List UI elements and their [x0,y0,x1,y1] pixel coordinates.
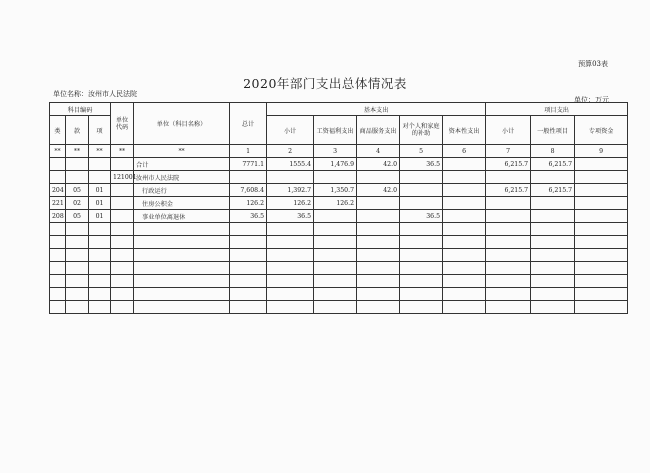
cell-salary [314,249,357,262]
cell-special [575,301,628,314]
cell-total: 126.2 [230,197,267,210]
cell-total: 7771.1 [230,158,267,171]
cell-general: 6,215.7 [531,158,575,171]
unit-name: 单位名称：汝州市人民法院 [53,90,137,98]
table-row [50,236,628,249]
code-cell: 5 [400,145,443,158]
cell-org [111,275,134,288]
cell-lei [50,301,66,314]
cell-org [111,184,134,197]
header-special: 专项资金 [575,116,628,145]
cell-xiang [89,301,111,314]
cell-personal: 36.5 [400,210,443,223]
cell-special [575,275,628,288]
cell-xiang [89,171,111,184]
cell-lei [50,158,66,171]
cell-kuan [66,249,89,262]
code-cell: 9 [575,145,628,158]
code-cell: ** [89,145,111,158]
cell-name: 汝州市人民法院 [134,171,230,184]
cell-org [111,249,134,262]
cell-capital [443,288,486,301]
cell-kuan: 05 [66,184,89,197]
table-row [50,262,628,275]
cell-kuan: 05 [66,210,89,223]
page-title: 2020年部门支出总体情况表 [243,76,407,91]
cell-capital [443,275,486,288]
cell-general [531,223,575,236]
cell-xiang: 01 [89,210,111,223]
cell-goods [357,197,400,210]
code-cell: ** [66,145,89,158]
cell-kuan [66,171,89,184]
cell-lei [50,288,66,301]
cell-general [531,275,575,288]
cell-org [111,158,134,171]
cell-capital [443,301,486,314]
code-cell: 8 [531,145,575,158]
cell-total [230,275,267,288]
cell-capital [443,210,486,223]
cell-personal [400,288,443,301]
cell-org [111,197,134,210]
cell-salary: 1,476.9 [314,158,357,171]
cell-goods [357,288,400,301]
cell-general [531,236,575,249]
cell-name [134,275,230,288]
cell-salary [314,171,357,184]
cell-lei [50,275,66,288]
cell-sub [267,171,314,184]
cell-capital [443,249,486,262]
cell-special [575,223,628,236]
code-cell: 6 [443,145,486,158]
cell-lei: 204 [50,184,66,197]
cell-name: 事业单位离退休 [134,210,230,223]
cell-special [575,171,628,184]
header-subtotal: 小计 [267,116,314,145]
cell-psub [486,210,531,223]
cell-psub: 6,215.7 [486,184,531,197]
cell-name [134,301,230,314]
cell-capital [443,184,486,197]
cell-personal [400,171,443,184]
cell-general [531,210,575,223]
cell-capital [443,197,486,210]
cell-psub [486,223,531,236]
header-salary: 工资福利支出 [314,116,357,145]
table-row [50,301,628,314]
cell-general [531,301,575,314]
cell-goods [357,171,400,184]
cell-xiang [89,262,111,275]
table-row [50,210,628,223]
cell-lei [50,262,66,275]
cell-psub [486,171,531,184]
cell-name: 住房公积金 [134,197,230,210]
cell-personal: 36.5 [400,158,443,171]
cell-capital [443,262,486,275]
cell-goods [357,249,400,262]
expenditure-table [49,102,628,314]
cell-salary [314,275,357,288]
header-basic: 基本支出 [267,103,486,116]
cell-salary [314,262,357,275]
cell-name: 合计 [134,158,230,171]
cell-goods: 42.0 [357,184,400,197]
cell-kuan: 02 [66,197,89,210]
cell-total [230,236,267,249]
header-goods: 商品服务支出 [357,116,400,145]
cell-personal [400,301,443,314]
cell-goods [357,262,400,275]
code-cell: 3 [314,145,357,158]
cell-personal [400,249,443,262]
cell-general [531,171,575,184]
cell-sub [267,236,314,249]
cell-name [134,249,230,262]
cell-psub: 6,215.7 [486,158,531,171]
header-personal: 对个人和家庭的补助 [400,116,443,145]
header-lei: 类 [50,116,66,145]
cell-salary [314,223,357,236]
cell-kuan [66,158,89,171]
header-row-1 [50,103,628,116]
cell-kuan [66,223,89,236]
cell-special [575,262,628,275]
cell-org [111,210,134,223]
cell-capital [443,223,486,236]
cell-special [575,158,628,171]
cell-sub: 126.2 [267,197,314,210]
cell-name: 行政运行 [134,184,230,197]
header-general: 一般性项目 [531,116,575,145]
code-cell: ** [111,145,134,158]
cell-kuan [66,236,89,249]
header-xiang: 项 [89,116,111,145]
cell-special [575,288,628,301]
cell-kuan [66,262,89,275]
cell-sub: 1555.4 [267,158,314,171]
code-cell: 4 [357,145,400,158]
cell-psub [486,249,531,262]
header-project: 项目支出 [486,103,628,116]
cell-xiang [89,236,111,249]
cell-personal [400,184,443,197]
cell-kuan [66,275,89,288]
table-row [50,171,628,184]
cell-goods [357,210,400,223]
cell-personal [400,262,443,275]
cell-lei: 221 [50,197,66,210]
cell-xiang [89,288,111,301]
cell-psub [486,288,531,301]
cell-xiang [89,275,111,288]
cell-psub [486,197,531,210]
cell-personal [400,223,443,236]
cell-personal [400,197,443,210]
cell-org [111,301,134,314]
cell-sub [267,301,314,314]
cell-xiang [89,223,111,236]
cell-general [531,197,575,210]
table-row [50,275,628,288]
cell-kuan [66,288,89,301]
cell-lei [50,171,66,184]
cell-sub [267,249,314,262]
cell-special [575,210,628,223]
cell-sub [267,223,314,236]
cell-general: 6,215.7 [531,184,575,197]
table-row [50,184,628,197]
cell-capital [443,158,486,171]
cell-capital [443,171,486,184]
cell-total [230,171,267,184]
cell-special [575,197,628,210]
cell-psub [486,301,531,314]
cell-special [575,249,628,262]
code-cell: 1 [230,145,267,158]
cell-xiang [89,158,111,171]
header-project-subtotal: 小计 [486,116,531,145]
cell-name [134,236,230,249]
cell-org [111,236,134,249]
table-row [50,158,628,171]
cell-total: 36.5 [230,210,267,223]
cell-name [134,223,230,236]
cell-sub [267,288,314,301]
table-row [50,249,628,262]
data-rows [50,158,628,314]
cell-salary: 126.2 [314,197,357,210]
cell-name [134,262,230,275]
cell-total [230,249,267,262]
header-org-code: 单位代码 [111,103,134,145]
cell-lei [50,223,66,236]
cell-psub [486,262,531,275]
cell-salary [314,236,357,249]
table-row [50,197,628,210]
cell-psub [486,236,531,249]
cell-goods: 42.0 [357,158,400,171]
cell-capital [443,236,486,249]
cell-xiang [89,249,111,262]
cell-goods [357,236,400,249]
header-kuan: 款 [66,116,89,145]
cell-goods [357,301,400,314]
cell-personal [400,275,443,288]
cell-special [575,184,628,197]
cell-salary [314,288,357,301]
cell-kuan [66,301,89,314]
cell-total: 7,608.4 [230,184,267,197]
code-cell: 7 [486,145,531,158]
cell-psub [486,275,531,288]
header-subject-code: 科目编码 [50,103,111,116]
cell-sub: 1,392.7 [267,184,314,197]
cell-goods [357,223,400,236]
code-cell: 2 [267,145,314,158]
cell-org [111,223,134,236]
unit-label: 单位：万元 [574,96,609,104]
cell-general [531,249,575,262]
cell-lei [50,236,66,249]
cell-total [230,301,267,314]
cell-salary [314,301,357,314]
cell-org [111,288,134,301]
header-org-name: 单位（科目名称） [134,103,230,145]
header-capital: 资本性支出 [443,116,486,145]
cell-general [531,288,575,301]
form-code: 预算03表 [578,60,608,68]
cell-total [230,262,267,275]
cell-org: 121001 [111,171,134,184]
cell-total [230,288,267,301]
cell-sub: 36.5 [267,210,314,223]
cell-total [230,223,267,236]
code-row [50,145,628,158]
cell-salary [314,210,357,223]
cell-personal [400,236,443,249]
cell-name [134,288,230,301]
cell-goods [357,275,400,288]
header-total: 总计 [230,103,267,145]
code-cell: ** [50,145,66,158]
cell-lei: 208 [50,210,66,223]
cell-xiang: 01 [89,184,111,197]
code-cell: ** [134,145,230,158]
cell-special [575,236,628,249]
cell-xiang: 01 [89,197,111,210]
cell-sub [267,262,314,275]
cell-lei [50,249,66,262]
cell-org [111,262,134,275]
table-row [50,288,628,301]
table-row [50,223,628,236]
cell-general [531,262,575,275]
cell-salary: 1,350.7 [314,184,357,197]
cell-sub [267,275,314,288]
